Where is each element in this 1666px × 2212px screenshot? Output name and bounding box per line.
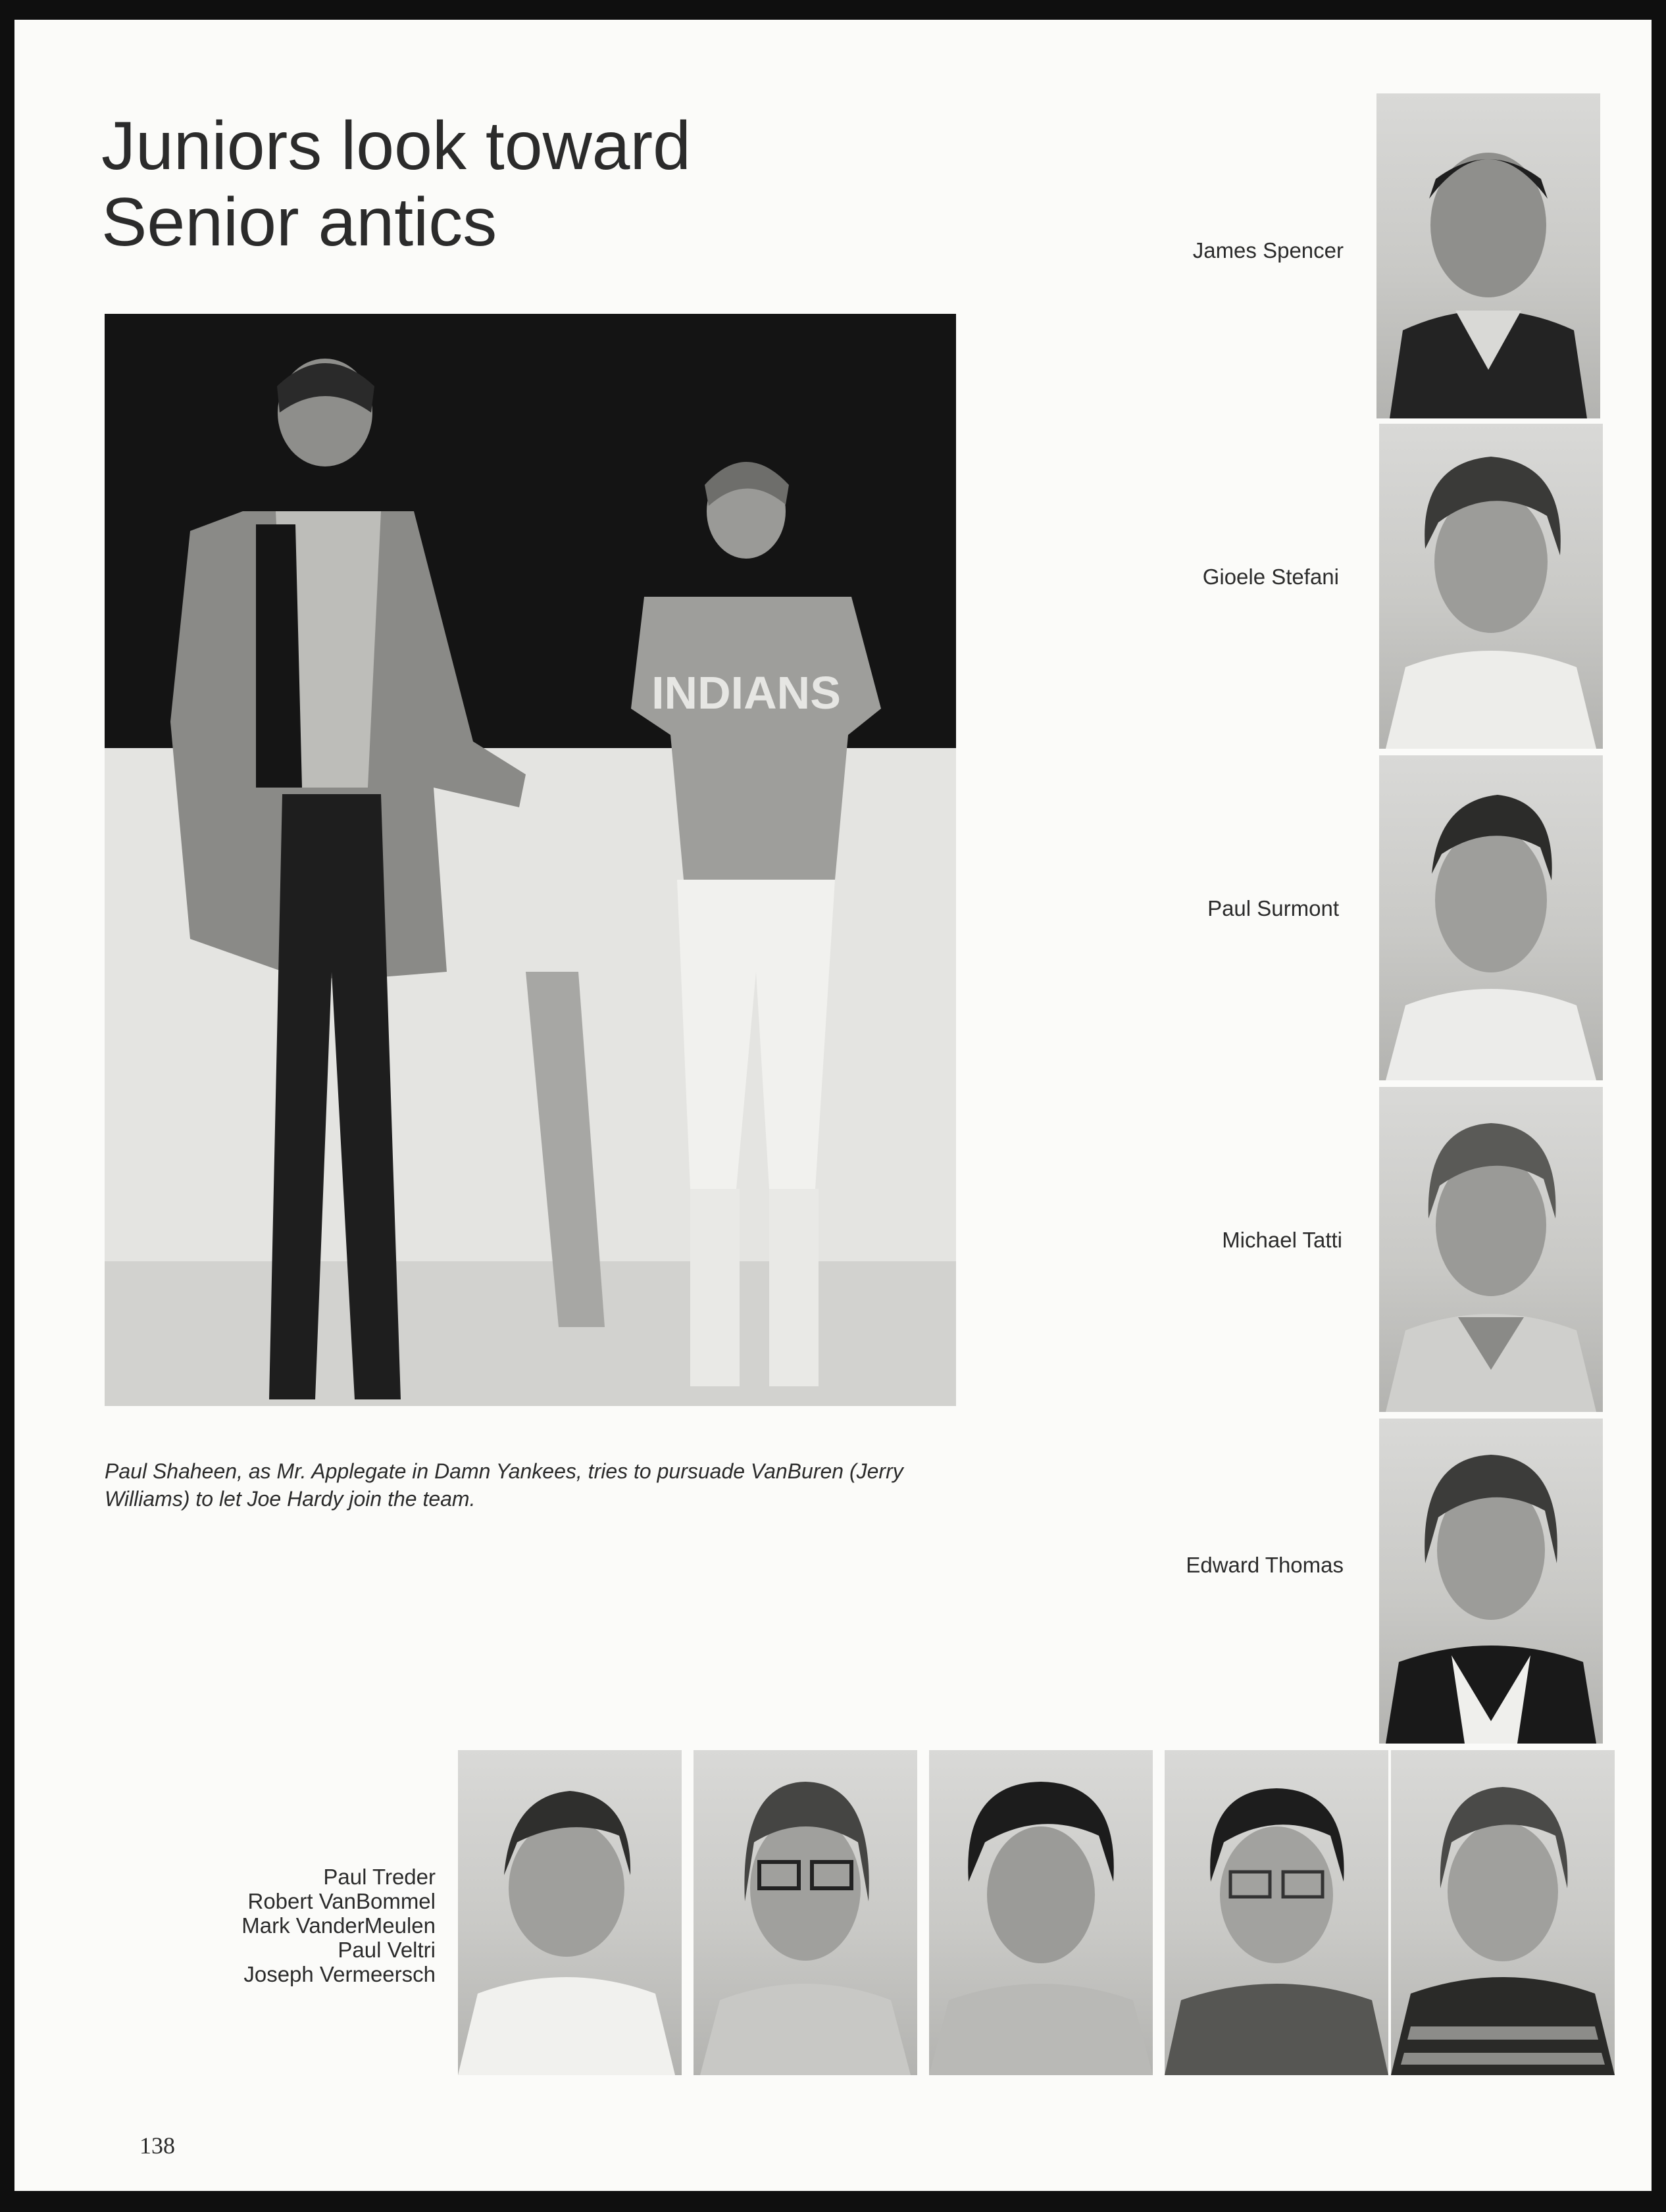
portrait-name: James Spencer	[1192, 238, 1344, 263]
portrait-photo	[1379, 424, 1603, 749]
portrait-photo	[1379, 1419, 1603, 1744]
portrait-name: Paul Surmont	[1207, 896, 1339, 920]
portrait-photo	[1391, 1750, 1615, 2075]
portrait-name: Michael Tatti	[1222, 1228, 1342, 1252]
portrait-photo	[458, 1750, 682, 2075]
portrait-name: Edward Thomas	[1186, 1553, 1344, 1577]
page-number: 138	[139, 2132, 175, 2159]
portrait-photo	[1376, 93, 1600, 418]
portrait-photo	[694, 1750, 917, 2075]
photo-caption: Paul Shaheen, as Mr. Applegate in Damn Yankees, tries to pursuade VanBuren (Jerry Williams) to let Joe Hardy join the team.	[105, 1459, 903, 1511]
portrait-photo	[1379, 1087, 1603, 1412]
title-line-2: Senior antics	[101, 184, 497, 261]
title-line-1: Juniors look toward	[101, 108, 691, 184]
portrait-name: Gioele Stefani	[1202, 565, 1339, 589]
list-item: Paul Treder	[323, 1865, 436, 1889]
stage-photo	[105, 314, 956, 1406]
list-item: Mark VanderMeulen	[241, 1913, 436, 1938]
list-item: Robert VanBommel	[247, 1889, 436, 1913]
page-title	[101, 108, 691, 261]
bottom-row-names	[146, 1865, 436, 1986]
list-item: Joseph Vermeersch	[243, 1962, 436, 1986]
yearbook-page	[14, 20, 1652, 2191]
portrait-photo	[929, 1750, 1153, 2075]
jersey-lettering: INDIANS	[651, 667, 841, 718]
list-item: Paul Veltri	[338, 1938, 436, 1962]
portrait-photo	[1165, 1750, 1388, 2075]
portrait-photo	[1379, 755, 1603, 1080]
